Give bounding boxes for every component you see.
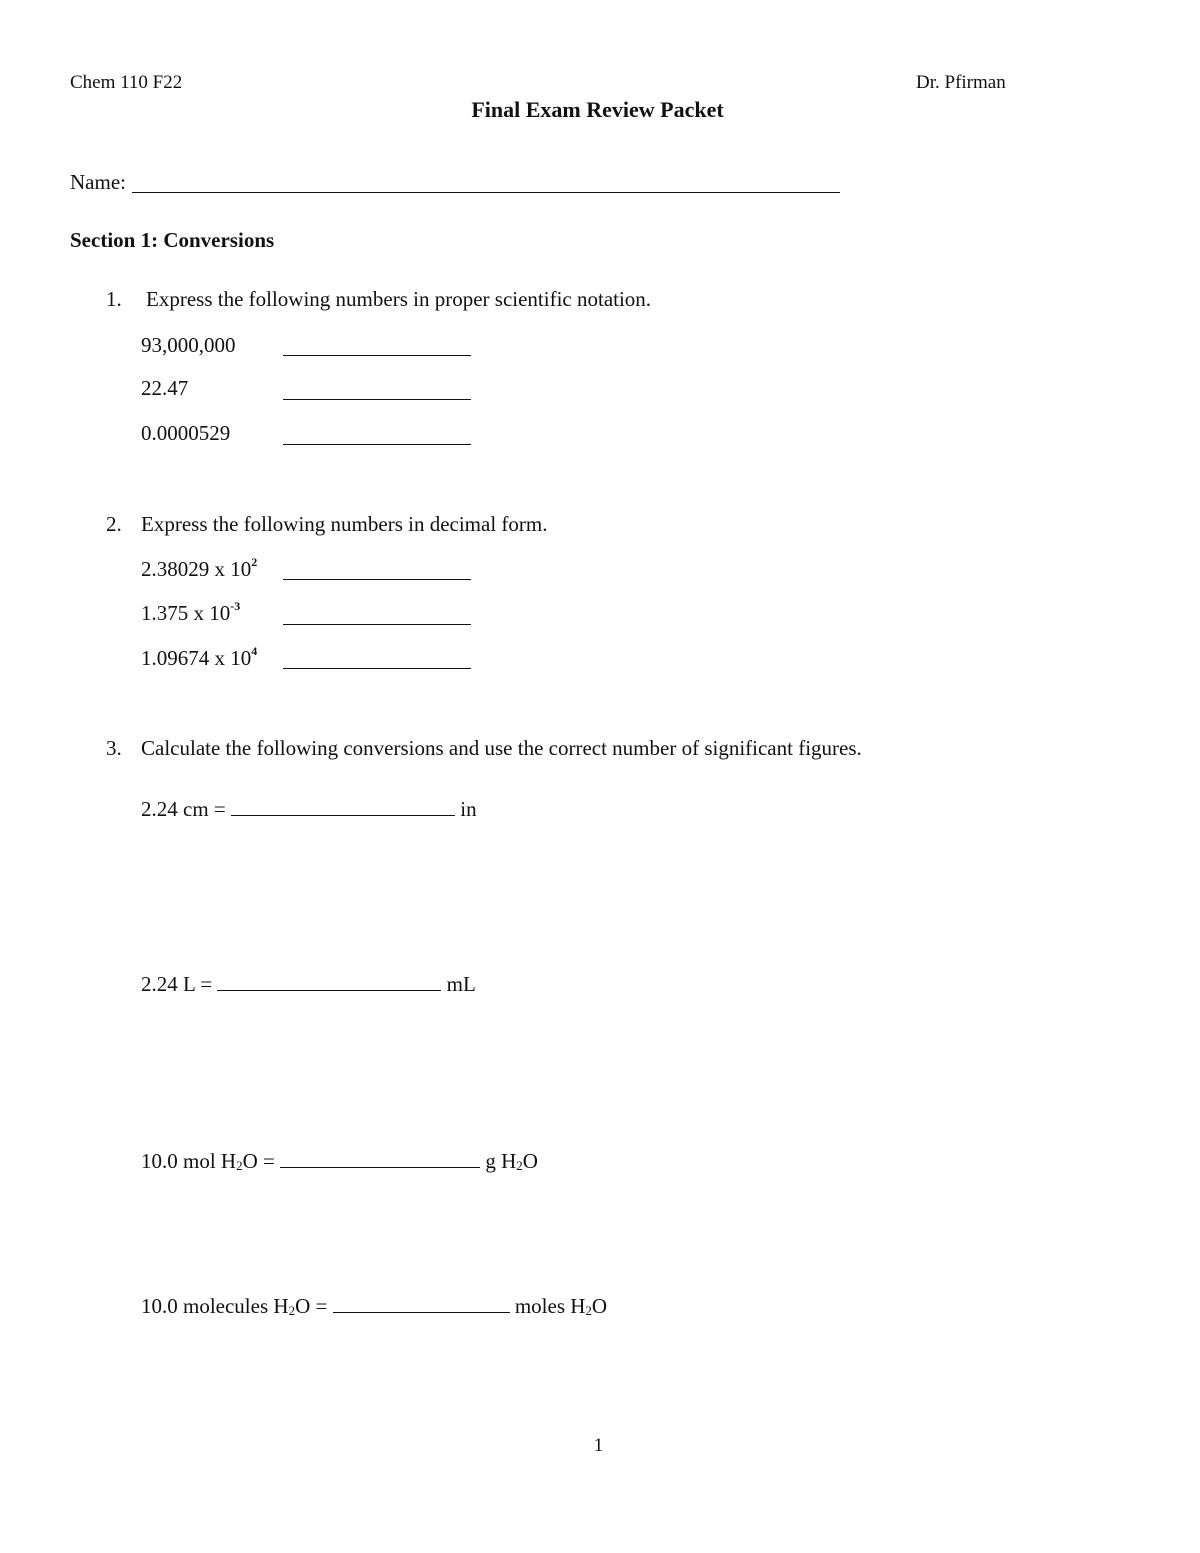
q1-item: 22.47 <box>141 376 189 400</box>
name-field-line[interactable] <box>132 192 840 193</box>
q2-exponent: 2 <box>251 555 258 569</box>
q2-item <box>141 646 257 671</box>
course-label: Chem 110 F22 <box>70 72 183 93</box>
conversion-left: 2.24 cm = <box>141 797 226 821</box>
q2-base: 2.38029 x 10 <box>141 557 252 581</box>
q3-prompt: Calculate the following conversions and use the correct number of significant figures. <box>141 736 862 760</box>
text: O <box>522 1149 538 1173</box>
answer-blank[interactable] <box>333 1291 510 1313</box>
text: O <box>591 1294 608 1318</box>
q2-prompt: Express the following numbers in decimal form. <box>141 512 548 536</box>
answer-blank[interactable] <box>283 624 471 625</box>
q2-base: 1.09674 x 10 <box>141 646 252 670</box>
text: moles H <box>514 1294 586 1318</box>
q2-item <box>141 601 240 626</box>
q2-exponent: -3 <box>230 599 241 613</box>
subscript: 2 <box>236 1158 243 1173</box>
answer-blank[interactable] <box>231 794 455 816</box>
text: 10.0 molecules H <box>141 1294 289 1318</box>
conversion-cm-to-in <box>141 794 477 822</box>
text: O = <box>295 1294 328 1318</box>
q3-number: 3. <box>106 736 122 760</box>
conversion-l-to-ml <box>141 969 476 997</box>
q1-number: 1. <box>106 287 122 311</box>
q2-exponent: 4 <box>251 644 258 658</box>
conversion-mol-to-g <box>141 1146 538 1174</box>
q2-number: 2. <box>106 512 122 536</box>
subscript: 2 <box>516 1158 523 1173</box>
answer-blank[interactable] <box>283 668 471 669</box>
subscript: 2 <box>288 1303 296 1318</box>
conversion-left: 2.24 L = <box>141 972 213 996</box>
text: g H <box>485 1149 517 1173</box>
text: 10.0 mol H <box>141 1149 237 1173</box>
answer-blank[interactable] <box>283 444 471 445</box>
q2-base: 1.375 x 10 <box>141 601 231 625</box>
q1-item: 93,000,000 <box>141 333 236 357</box>
conversion-unit <box>485 1149 538 1173</box>
conversion-unit <box>515 1294 607 1318</box>
text: O = <box>242 1149 275 1173</box>
answer-blank[interactable] <box>283 355 471 356</box>
page-title: Final Exam Review Packet <box>471 97 724 122</box>
conversion-left <box>141 1294 327 1318</box>
answer-blank[interactable] <box>283 399 471 400</box>
conversion-unit: mL <box>446 972 476 996</box>
answer-blank[interactable] <box>280 1146 480 1168</box>
q2-item <box>141 557 257 582</box>
name-label: Name: <box>70 170 126 194</box>
answer-blank[interactable] <box>283 579 471 580</box>
q1-item: 0.0000529 <box>141 421 231 445</box>
subscript: 2 <box>585 1303 592 1318</box>
conversion-molecules-to-moles <box>141 1291 607 1319</box>
answer-blank[interactable] <box>217 969 441 991</box>
instructor-label: Dr. Pfirman <box>916 72 1006 93</box>
section-heading: Section 1: Conversions <box>70 228 275 252</box>
conversion-unit: in <box>460 797 477 821</box>
page-number: 1 <box>593 1435 604 1456</box>
conversion-left <box>141 1149 275 1173</box>
q1-prompt: Express the following numbers in proper scientific notation. <box>146 287 652 311</box>
